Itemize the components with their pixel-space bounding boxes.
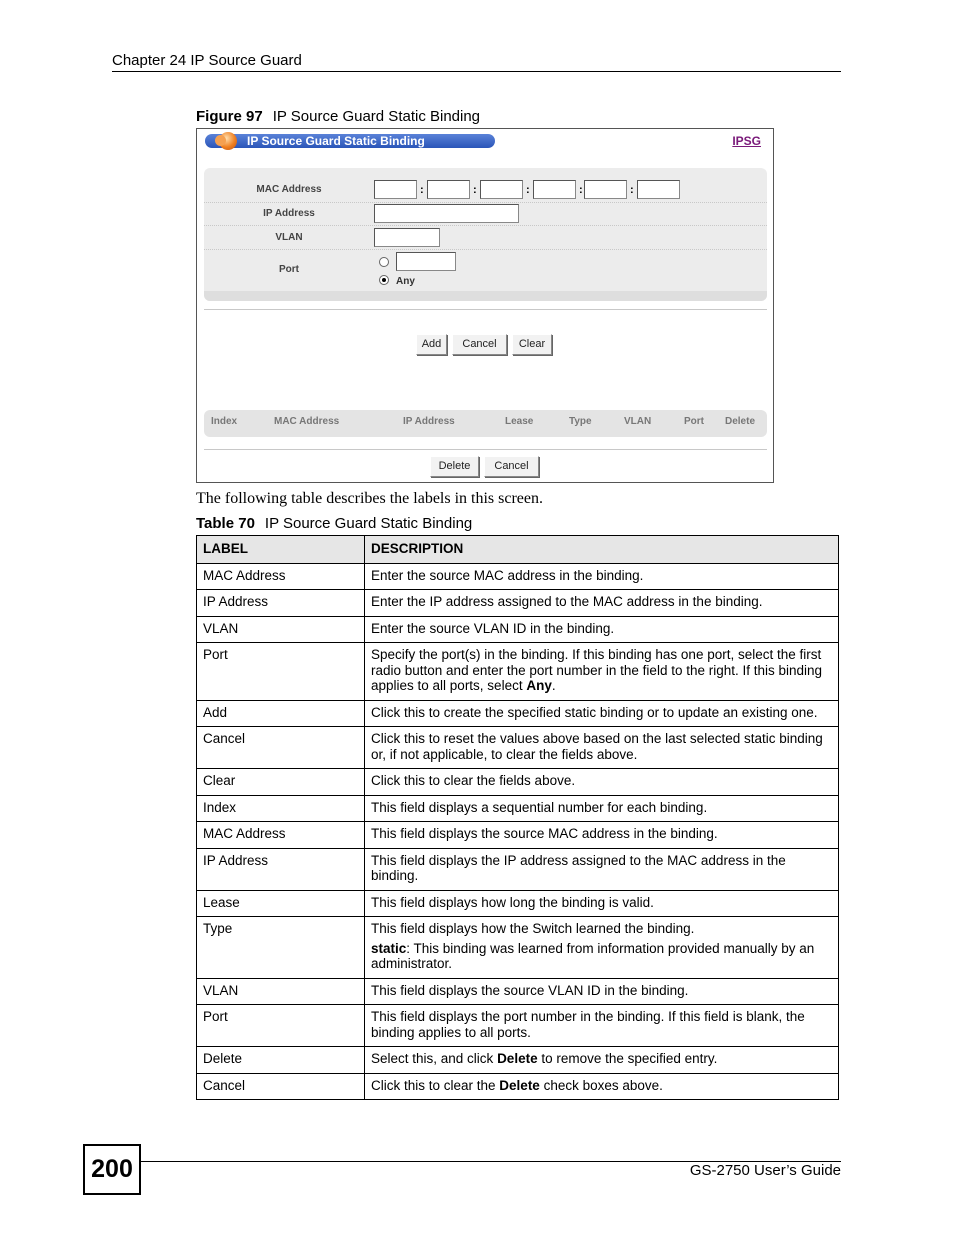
screen-figure [196,128,774,483]
table-row [197,795,839,822]
header-rule [112,71,841,72]
row-description: Click this to clear the fields above. [365,769,839,796]
desc-text: . [551,678,556,693]
row-label: Port [197,1005,365,1047]
mac-octet-1-input[interactable] [374,180,417,199]
row-description [365,1047,839,1074]
binding-form [204,168,767,301]
mac-colon: : [420,184,424,196]
mac-colon: : [579,184,583,196]
desc-text: check boxes above. [539,1077,663,1093]
table-title: IP Source Guard Static Binding [264,515,473,532]
mac-octet-6-input[interactable] [637,180,680,199]
col-ip-address: IP Address [403,416,455,427]
col-type: Type [569,416,592,427]
col-lease: Lease [505,416,534,427]
desc-bold: Any [526,678,552,693]
col-vlan: VLAN [624,416,652,427]
table-row [197,978,839,1005]
desc-paragraph [371,941,832,972]
desc-text: Select this, and click [371,1051,498,1066]
row-label: Port [197,643,365,701]
table-row [197,590,839,617]
row-description: This field displays the IP address assigned to the MAC address in the binding. [365,848,839,890]
figure-title: IP Source Guard Static Binding [272,108,481,125]
row-label: Cancel [197,727,365,769]
vlan-input[interactable] [374,228,440,247]
row-label: Lease [197,890,365,917]
table-row [197,563,839,590]
mac-octet-5-input[interactable] [584,180,627,199]
vlan-label: VLAN [275,232,303,243]
table-row [197,616,839,643]
table-row [197,769,839,796]
intro-text: The following table describes the labels in this screen. [196,490,544,507]
table-row [197,727,839,769]
label-description-table [196,535,839,1100]
binding-list-header [204,410,767,437]
row-label: Add [197,700,365,727]
chapter-header: Chapter 24 IP Source Guard [112,52,302,69]
col-label-header: LABEL [197,536,365,564]
row-description: This field displays the source MAC address in the binding. [365,822,839,849]
row-description: This field displays the source VLAN ID in the binding. [365,978,839,1005]
table-caption [196,515,472,532]
table-row [197,848,839,890]
mac-octet-2-input[interactable] [427,180,470,199]
ip-address-input[interactable] [374,204,519,223]
mac-colon: : [630,184,634,196]
row-label: VLAN [197,616,365,643]
row-label: Delete [197,1047,365,1074]
desc-bold: Delete [499,1077,540,1093]
ip-label: IP Address [263,208,315,219]
desc-text: Specify the port(s) in the binding. If this binding has one port, select the first radio button and enter the port number in the field to the right. If this binding applies to all ports, select [371,647,823,693]
port-row [204,250,767,292]
screen-title: IP Source Guard Static Binding [247,134,425,148]
row-description: This field displays a sequential number for each binding. [365,795,839,822]
port-specific-radio[interactable] [379,257,389,267]
table-row [197,890,839,917]
row-label: Cancel [197,1073,365,1100]
port-number-input[interactable] [396,252,456,271]
col-index: Index [211,416,238,427]
mac-colon: : [526,184,530,196]
col-mac-address: MAC Address [274,416,340,427]
row-description: Enter the IP address assigned to the MAC address in the binding. [365,590,839,617]
ipsg-link[interactable]: IPSG [732,134,761,148]
port-any-label: Any [396,276,415,287]
mac-label: MAC Address [256,184,322,195]
desc-bold: static [371,940,407,956]
vlan-row [204,226,767,250]
row-description [365,1073,839,1100]
col-port: Port [684,416,704,427]
row-description: This field displays the port number in the binding. If this field is blank, the binding applies to all ports. [365,1005,839,1047]
mac-octet-4-input[interactable] [533,180,576,199]
screen-title-bar [205,134,495,148]
list-separator [204,449,767,450]
row-description: Click this to create the specified static binding or to update an existing one. [365,700,839,727]
figure-label: Figure 97 [196,108,263,125]
add-button[interactable]: Add [416,334,447,355]
row-description [365,643,839,701]
table-row [197,700,839,727]
row-label: VLAN [197,978,365,1005]
page-number: 200 [83,1144,141,1195]
row-description: This field displays how long the binding is valid. [365,890,839,917]
table-row [197,1073,839,1100]
desc-text: : This binding was learned from information provided manually by an administrator. [371,940,815,971]
cancel-button[interactable]: Cancel [452,334,507,355]
table-row [197,822,839,849]
row-description: Enter the source VLAN ID in the binding. [365,616,839,643]
port-label: Port [279,264,299,275]
row-label: Index [197,795,365,822]
desc-bold: Delete [497,1051,538,1066]
form-separator [204,309,767,310]
table-row [197,1005,839,1047]
table-header-row [197,536,839,564]
desc-text: This field displays how the Switch learned the binding. [371,921,695,936]
row-description: Enter the source MAC address in the binding. [365,563,839,590]
mac-row [204,178,767,203]
row-label: MAC Address [197,822,365,849]
row-description [365,917,839,979]
table-label: Table 70 [196,515,255,532]
form-panel-footer [204,291,767,301]
table-row [197,643,839,701]
col-description-header: DESCRIPTION [365,536,839,564]
row-label: IP Address [197,848,365,890]
row-label: MAC Address [197,563,365,590]
clear-button[interactable]: Clear [512,334,552,355]
list-cancel-button[interactable]: Cancel [484,456,539,477]
row-label: Clear [197,769,365,796]
ip-row [204,203,767,226]
row-label: Type [197,917,365,979]
figure-caption [196,108,480,125]
col-delete: Delete [725,416,756,427]
port-any-radio[interactable] [379,275,389,285]
guide-title: GS-2750 User’s Guide [689,1162,841,1179]
desc-text: Click this to clear the [371,1077,500,1093]
table-row [197,1047,839,1074]
orb-highlight-icon [215,135,226,146]
delete-button[interactable]: Delete [430,456,479,477]
mac-colon: : [473,184,477,196]
row-label: IP Address [197,590,365,617]
mac-octet-3-input[interactable] [480,180,523,199]
desc-text: to remove the specified entry. [537,1051,718,1066]
row-description: Click this to reset the values above based on the last selected static binding or, if not applicable, to clear the fields above. [365,727,839,769]
table-row [197,917,839,979]
